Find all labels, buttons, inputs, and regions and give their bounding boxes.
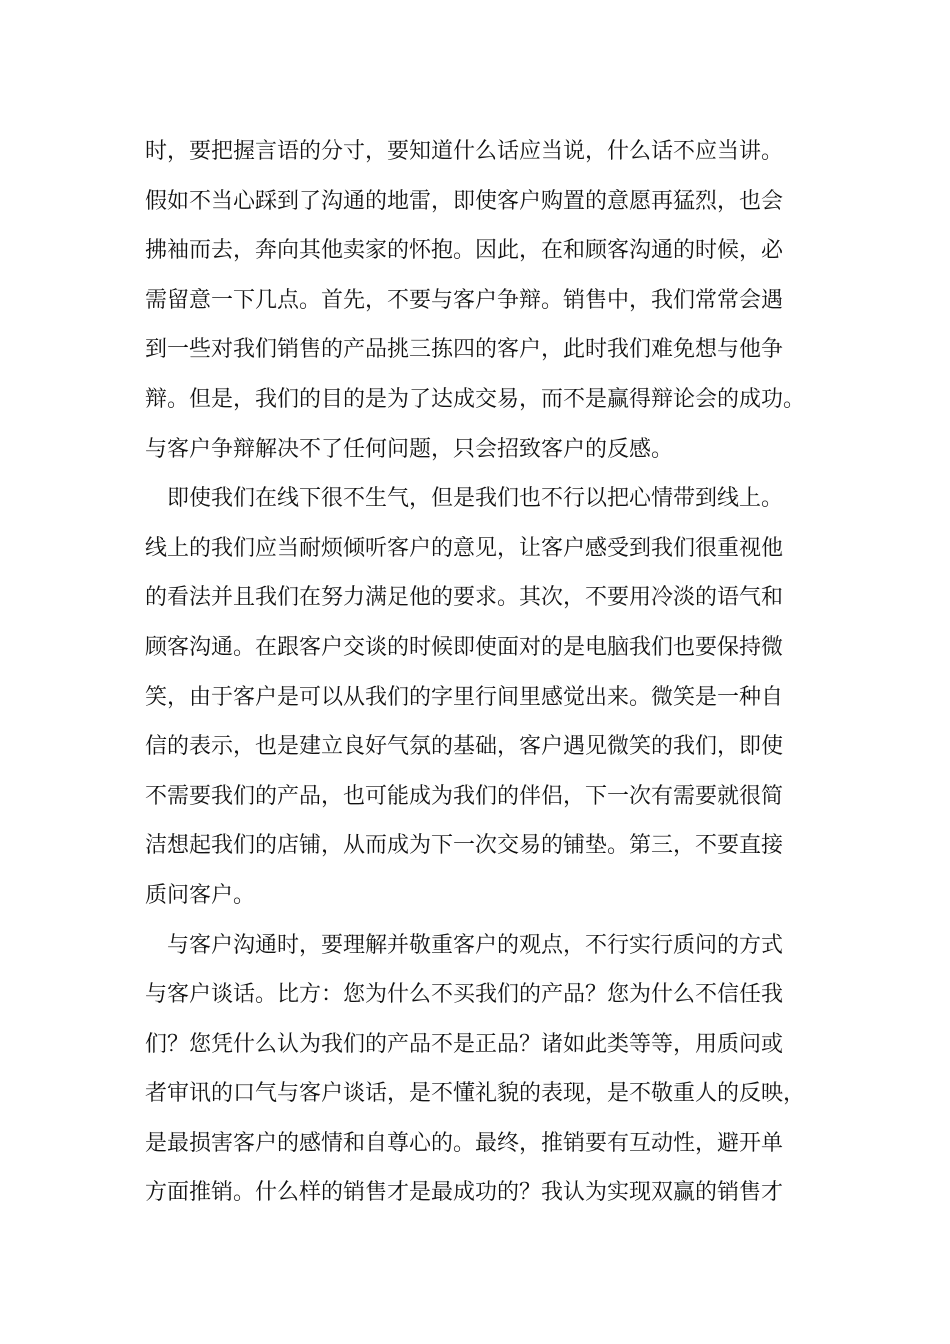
text-line: 顾客沟通。在跟客户交谈的时候即使面对的是电脑我们也要保持微	[145, 634, 784, 660]
text-line: 质问客户。	[145, 882, 256, 908]
paragraph-start-line: 与客户沟通时，要理解并敬重客户的观点，不行实行质问的方式	[167, 932, 784, 958]
body-text	[145, 127, 845, 1218]
paragraph-start-line: 即使我们在线下很不生气，但是我们也不行以把心情带到线上。	[167, 486, 784, 512]
text-line: 是最损害客户的感情和自尊心的。最终，推销要有互动性，避开单	[145, 1130, 784, 1156]
text-line: 辩。但是，我们的目的是为了达成交易，而不是赢得辩论会的成功。	[145, 386, 806, 412]
text-line: 笑，由于客户是可以从我们的字里行间里感觉出来。微笑是一种自	[145, 684, 784, 710]
text-line: 们？您凭什么认为我们的产品不是正品？诸如此类等等，用质问或	[145, 1031, 784, 1057]
text-line: 假如不当心踩到了沟通的地雷，即使客户购置的意愿再猛烈，也会	[145, 188, 784, 214]
text-line: 方面推销。什么样的销售才是最成功的？我认为实现双赢的销售才	[145, 1180, 784, 1206]
text-line: 洁想起我们的店铺，从而成为下一次交易的铺垫。第三，不要直接	[145, 833, 784, 859]
text-line: 与客户谈话。比方：您为什么不买我们的产品？您为什么不信任我	[145, 982, 784, 1008]
text-line: 与客户争辩解决不了任何问题，只会招致客户的反感。	[145, 436, 674, 462]
text-line: 到一些对我们销售的产品挑三拣四的客户，此时我们难免想与他争	[145, 337, 784, 363]
text-line: 拂袖而去，奔向其他卖家的怀抱。因此，在和顾客沟通的时候，必	[145, 238, 784, 264]
text-line: 者审讯的口气与客户谈话，是不懂礼貌的表现，是不敬重人的反映，	[145, 1081, 806, 1107]
text-line: 信的表示，也是建立良好气氛的基础，客户遇见微笑的我们，即使	[145, 734, 784, 760]
text-line: 时，要把握言语的分寸，要知道什么话应当说，什么话不应当讲。	[145, 139, 784, 164]
text-line: 需留意一下几点。首先，不要与客户争辩。销售中，我们常常会遇	[145, 287, 784, 313]
text-line: 线上的我们应当耐烦倾听客户的意见，让客户感受到我们很重视他	[145, 535, 784, 561]
text-line: 不需要我们的产品，也可能成为我们的伴侣，下一次有需要就很简	[145, 783, 784, 809]
text-line: 的看法并且我们在努力满足他的要求。其次，不要用冷淡的语气和	[145, 585, 784, 611]
